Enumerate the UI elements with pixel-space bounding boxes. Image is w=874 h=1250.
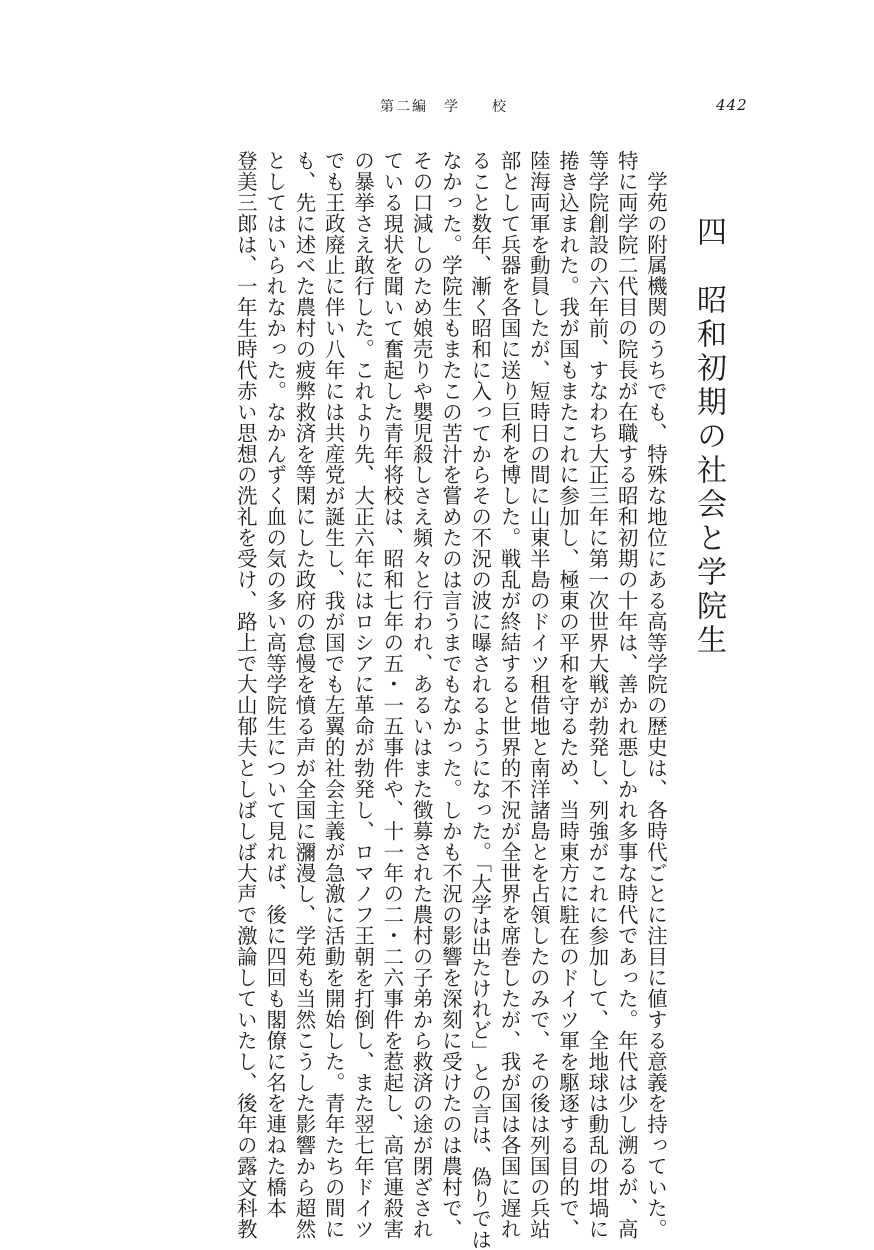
body-line: 等学院創設の六年前、すなわち大正三年に第一次世界大戦が勃発し、列強がこれに参加して、全地球は動乱の坩堝に [585,150,610,1240]
body-line: 捲き込まれた。我が国もまたこれに参加し、極東の平和を守るため、当時東方に駐在のドイツ軍を駆逐する目的で、 [556,150,581,1240]
body-line: 部として兵器を各国に送り巨利を博した。戦乱が終結すると世界的不況が全世界を席巻したが、我が国は各国に遅れ [497,150,522,1240]
body-line: 陸海両軍を動員したが、短時日の間に山東半島のドイツ租借地と南洋諸島とを占領したのみで、その後は列国の兵站 [526,150,551,1240]
body-line: でも王政廃止に伴い八年には共産党が誕生し、我が国でも左翼的社会主義が急激に活動を開始した。青年たちの間に [321,150,346,1240]
body-line: 学苑の附属機関のうちでも、特殊な地位にある高等学院の歴史は、各時代ごとに注目に値する意義を持っていた。 [644,150,668,1240]
body-line: としてはいられなかった。なかんずく血の気の多い高等学院生について見れば、後に四回も閣僚に名を連ねた橋本 [263,150,288,1219]
body-line: ること数年、漸く昭和に入ってからその不況の波に曝されるようになった。「大学は出たけれど」との言は、偽りでは [468,150,493,1250]
body-text [231,150,670,1250]
body-line: の暴挙さえ敢行した。これより先、大正六年にはロシアに革命が勃発し、ロマノフ王朝を打倒し、また翌七年ドイツ [351,150,376,1240]
section-heading: 四 昭和初期の社会と学院生 [691,216,726,658]
body-line: なかった。学院生もまたこの苦汁を嘗めたのは言うまでもなかった。しかも不況の影響を深刻に受けたのは農村で、 [438,150,463,1240]
body-line: その口減しのため娘売りや嬰児殺しさえ頻々と行われ、あるいはまた徴募された農村の子弟から救済の途が閉ざされ [409,150,434,1240]
body-line: 特に両学院二代目の院長が在職する昭和初期の十年は、善かれ悪しかれ多事な時代であった。年代は少し溯るが、高 [614,150,639,1240]
running-header: 第二編 学 校 [380,99,508,115]
body-line: も、先に述べた農村の疲弊救済を等閑にした政府の怠慢を憤る声が全国に瀰漫し、学苑も当然こうした影響から超然 [292,150,317,1240]
body-line: 登美三郎は、一年生時代赤い思想の洗礼を受け、路上で大山郁夫としばしば大声で激論していたし、後年の露文科教 [233,150,258,1240]
page-number: 442 [716,96,748,114]
body-line: ている現状を聞いて奮起した青年将校は、昭和七年の五・一五事件や、十一年の二・二六事件を惹起し、高官連殺害 [380,150,405,1240]
